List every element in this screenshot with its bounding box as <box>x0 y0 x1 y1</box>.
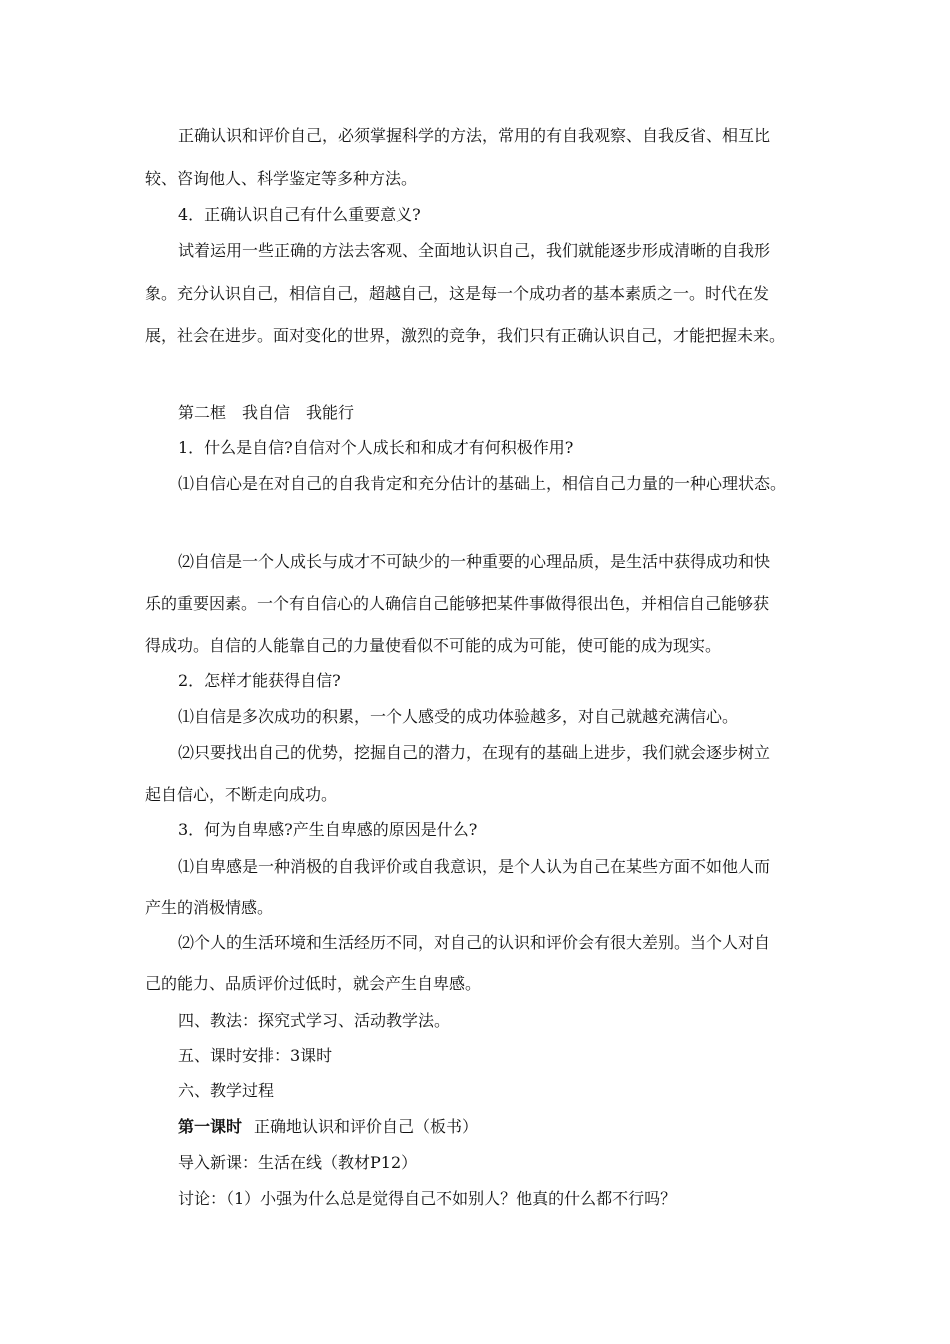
question-heading: 3．何为自卑感?产生自卑感的原因是什么? <box>178 820 478 839</box>
paragraph-line: 象。充分认识自己，相信自己，超越自己，这是每一个成功者的基本素质之一。时代在发 <box>145 284 770 303</box>
question-heading: 1．什么是自信?自信对个人成长和和成才有何积极作用? <box>178 438 574 457</box>
question-heading: 2．怎样才能获得自信? <box>178 671 341 690</box>
paragraph-line: 起自信心，不断走向成功。 <box>145 785 338 804</box>
paragraph-line: 展，社会在进步。面对变化的世界，激烈的竞争，我们只有正确认识自己，才能把握未来。 <box>145 326 786 345</box>
paragraph-line: 较、咨询他人、科学鉴定等多种方法。 <box>145 169 418 188</box>
paragraph-line: 产生的消极情感。 <box>145 898 274 917</box>
lesson-heading <box>178 1117 478 1137</box>
paragraph-line: 试着运用一些正确的方法去客观、全面地认识自己，我们就能逐步形成清晰的自我形 <box>178 241 771 260</box>
section-heading: 五、课时安排：3课时 <box>178 1046 333 1065</box>
paragraph-line: ⑴自信是多次成功的积累，一个人感受的成功体验越多，对自己就越充满信心。 <box>178 707 739 726</box>
paragraph-line: 乐的重要因素。一个有自信心的人确信自己能够把某件事做得很出色，并相信自己能够获 <box>145 594 770 613</box>
question-heading: 4．正确认识自己有什么重要意义? <box>178 205 421 224</box>
paragraph-line: ⑵自信是一个人成长与成才不可缺少的一种重要的心理品质，是生活中获得成功和快 <box>178 552 771 571</box>
section-heading: 四、教法：探究式学习、活动教学法。 <box>178 1011 451 1030</box>
paragraph-line: 得成功。自信的人能靠自己的力量使看似不可能的成为可能，使可能的成为现实。 <box>145 636 722 655</box>
lesson-label: 第一课时 <box>178 1117 243 1136</box>
section-heading: 第二框 我自信 我能行 <box>178 403 355 422</box>
paragraph-line: ⑴自信心是在对自己的自我肯定和充分估计的基础上，相信自己力量的一种心理状态。 <box>178 474 787 493</box>
paragraph-line: 正确认识和评价自己，必须掌握科学的方法，常用的有自我观察、自我反省、相互比 <box>178 126 771 145</box>
lesson-title: 正确地认识和评价自己（板书） <box>254 1117 479 1136</box>
paragraph-line: ⑴自卑感是一种消极的自我评价或自我意识，是个人认为自己在某些方面不如他人而 <box>178 857 771 876</box>
paragraph-line: 讨论：（1）小强为什么总是觉得自己不如别人？他真的什么都不行吗？ <box>178 1189 677 1208</box>
paragraph-line: 己的能力、品质评价过低时，就会产生自卑感。 <box>145 974 482 993</box>
paragraph-line: ⑵个人的生活环境和生活经历不同，对自己的认识和评价会有很大差别。当个人对自 <box>178 933 771 952</box>
paragraph-line: ⑵只要找出自己的优势，挖掘自己的潜力，在现有的基础上进步，我们就会逐步树立 <box>178 743 771 762</box>
section-heading: 六、教学过程 <box>178 1081 275 1100</box>
paragraph-line: 导入新课：生活在线（教材P12） <box>178 1153 418 1172</box>
